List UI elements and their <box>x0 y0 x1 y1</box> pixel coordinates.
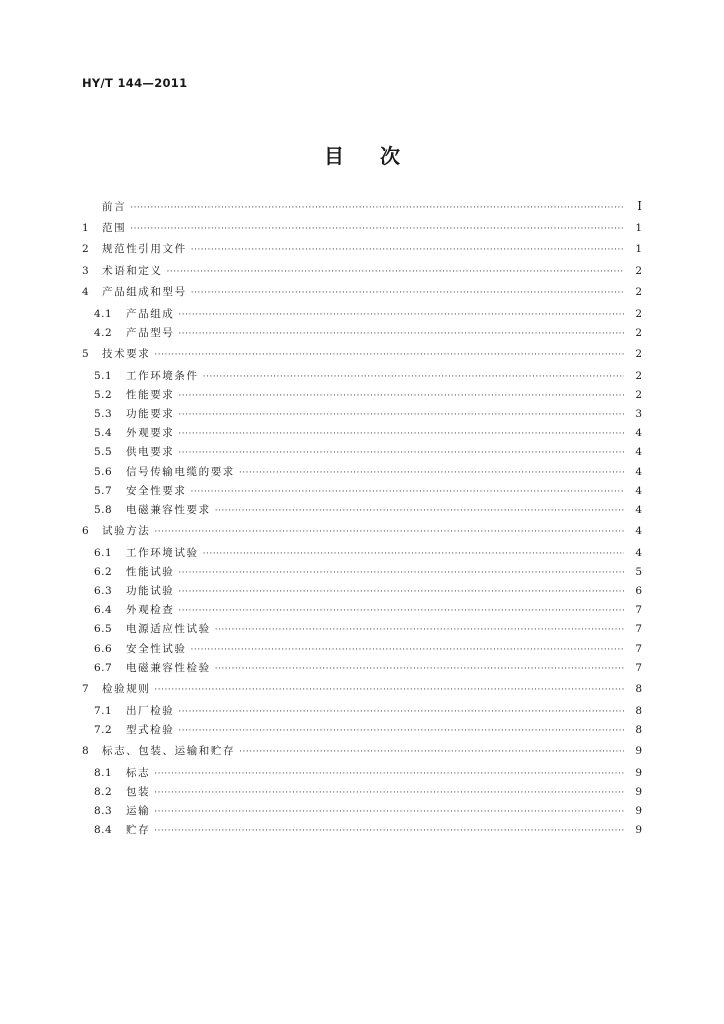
toc-entry[interactable] <box>82 501 642 520</box>
toc-entry-label: 产品组成 <box>126 307 175 320</box>
toc-entry-number: 8.3 <box>94 805 113 818</box>
toc-entry-page: 8 <box>635 723 642 736</box>
toc-entry-number: 5.5 <box>94 446 113 459</box>
toc-entry-number: 5.3 <box>94 408 113 421</box>
toc-entry[interactable] <box>82 405 642 424</box>
toc-entry-number: 6.4 <box>94 604 113 617</box>
toc-entry-number: 2 <box>82 243 90 256</box>
toc-leader-dots <box>154 784 624 803</box>
toc-entry-page: 1 <box>635 221 642 234</box>
toc-entry-number: 1 <box>82 221 90 234</box>
toc-entry[interactable] <box>82 601 642 620</box>
toc-entry-page: 2 <box>635 286 642 299</box>
toc-entry[interactable] <box>82 386 642 405</box>
toc-entry-page: I <box>637 199 642 213</box>
toc-entry-label: 工作环境条件 <box>126 369 199 382</box>
toc-leader-dots <box>178 703 624 722</box>
toc-leader-dots <box>191 641 625 660</box>
toc-entry-label: 前言 <box>102 201 127 213</box>
toc-entry-label: 型式检验 <box>126 723 175 736</box>
toc-entry-page: 2 <box>635 307 642 320</box>
toc-entry-page: 9 <box>635 786 642 799</box>
toc-entry-page: 4 <box>635 484 642 497</box>
toc-entry-number: 4.2 <box>94 326 113 339</box>
toc-entry-label: 安全性试验 <box>126 642 187 655</box>
toc-entry-label: 范围 <box>102 221 127 234</box>
toc-entry[interactable] <box>82 742 642 761</box>
toc-entry-label: 试验方法 <box>102 525 151 538</box>
toc-entry-label: 电磁兼容性检验 <box>126 661 211 674</box>
toc-entry-label: 信号传输电缆的要求 <box>126 465 235 478</box>
toc-entry-page: 3 <box>635 408 642 421</box>
toc-entry-page: 8 <box>635 704 642 717</box>
toc-entry-label: 运输 <box>126 805 151 818</box>
toc-entry[interactable] <box>82 197 642 216</box>
toc-leader-dots <box>154 803 624 822</box>
toc-entry-label: 功能要求 <box>126 408 175 421</box>
toc-entry[interactable] <box>82 367 642 386</box>
toc-entry-label: 标志、包装、运输和贮存 <box>102 745 236 758</box>
standard-code: HY/T 144—2011 <box>82 76 188 90</box>
toc-entry-page: 9 <box>635 745 642 758</box>
toc-entry[interactable] <box>82 219 642 238</box>
toc-entry-page: 1 <box>635 243 642 256</box>
toc-entry[interactable] <box>82 680 642 699</box>
toc-entry-number: 7 <box>82 683 90 696</box>
toc-leader-dots <box>178 325 624 344</box>
toc-leader-dots <box>203 545 624 564</box>
toc-entry[interactable] <box>82 424 642 443</box>
toc-entry-label: 包装 <box>126 786 151 799</box>
toc-entry[interactable] <box>82 821 642 840</box>
toc-leader-dots <box>178 602 624 621</box>
toc-entry-page: 4 <box>635 427 642 440</box>
toc-entry-number: 8 <box>82 745 90 758</box>
toc-entry-number: 5.1 <box>94 369 113 382</box>
toc-leader-dots <box>191 284 624 303</box>
toc-entry-number: 3 <box>82 264 90 277</box>
toc-entry-page: 6 <box>635 585 642 598</box>
toc-leader-dots <box>239 464 624 483</box>
toc-entry[interactable] <box>82 544 642 563</box>
toc-leader-dots <box>154 681 624 700</box>
toc-entry-label: 检验规则 <box>102 683 151 696</box>
toc-entry-number: 8.2 <box>94 786 113 799</box>
toc-entry[interactable] <box>82 620 642 639</box>
toc-leader-dots <box>178 564 624 583</box>
toc-entry[interactable] <box>82 283 642 302</box>
toc-entry-number: 8.4 <box>94 824 113 837</box>
toc-entry-label: 外观检查 <box>126 604 175 617</box>
toc-entry-label: 规范性引用文件 <box>102 243 187 256</box>
toc-entry-number: 4.1 <box>94 307 113 320</box>
toc-entry[interactable] <box>82 783 642 802</box>
toc-entry-number: 8.1 <box>94 767 113 780</box>
toc-leader-dots <box>178 444 624 463</box>
toc-leader-dots <box>154 523 624 542</box>
toc-entry-page: 2 <box>635 348 642 361</box>
toc-entry[interactable] <box>82 640 642 659</box>
toc-entry-page: 4 <box>635 546 642 559</box>
toc-leader-dots <box>154 765 624 784</box>
page-title: 目次 <box>324 144 436 168</box>
toc-entry-number: 7.1 <box>94 704 113 717</box>
toc-entry-number: 5.7 <box>94 484 113 497</box>
toc-entry-page: 7 <box>635 661 642 674</box>
toc-leader-dots <box>191 483 625 502</box>
toc-leader-dots <box>239 743 624 762</box>
toc-entry-label: 标志 <box>126 767 151 780</box>
toc-leader-dots <box>178 406 624 425</box>
toc-entry[interactable] <box>82 522 642 541</box>
toc-leader-dots <box>215 502 624 521</box>
toc-entry-page: 7 <box>635 642 642 655</box>
toc-entry[interactable] <box>82 659 642 678</box>
toc-entry[interactable] <box>82 240 642 259</box>
toc-entry-page: 4 <box>635 525 642 538</box>
toc-entry-label: 贮存 <box>126 824 151 837</box>
toc-leader-dots <box>178 583 624 602</box>
toc-entry-label: 工作环境试验 <box>126 546 199 559</box>
toc-entry-page: 2 <box>635 369 642 382</box>
toc-entry-number: 6.3 <box>94 585 113 598</box>
toc-entry-label: 外观要求 <box>126 427 175 440</box>
toc-entry-page: 5 <box>635 566 642 579</box>
toc-entry-page: 2 <box>635 389 642 401</box>
toc-leader-dots <box>154 822 624 841</box>
toc-entry[interactable] <box>82 262 642 281</box>
toc-entry[interactable] <box>82 345 642 364</box>
toc-entry[interactable] <box>82 702 642 721</box>
toc-leader-dots <box>203 368 624 387</box>
toc-entry-page: 8 <box>635 683 642 696</box>
toc-entry-number: 7.2 <box>94 723 113 736</box>
toc-leader-dots <box>178 425 624 444</box>
toc-entry-page: 4 <box>635 503 642 516</box>
toc-entry-page: 9 <box>635 805 642 818</box>
toc-entry[interactable] <box>82 721 642 740</box>
toc-entry-page: 7 <box>635 623 642 636</box>
toc-entry-label: 技术要求 <box>102 348 151 361</box>
toc-entry-number: 6.1 <box>94 546 113 559</box>
toc-entry-label: 电源适应性试验 <box>126 623 211 636</box>
toc-leader-dots <box>130 199 624 218</box>
toc-leader-dots <box>154 346 624 365</box>
toc-entry-number: 4 <box>82 286 90 299</box>
toc-leader-dots <box>215 660 624 679</box>
toc-entry[interactable] <box>82 463 642 482</box>
toc-entry-number: 5.8 <box>94 503 113 516</box>
toc-entry-number: 6.7 <box>94 661 113 674</box>
toc-entry-label: 出厂检验 <box>126 704 175 717</box>
toc-entry-page: 9 <box>635 767 642 780</box>
toc-entry-number: 6.2 <box>94 566 113 579</box>
toc-leader-dots <box>178 387 624 406</box>
toc-entry-number: 5.6 <box>94 465 113 478</box>
toc-entry-number: 5.4 <box>94 427 113 440</box>
toc-entry-label: 电磁兼容性要求 <box>126 503 211 516</box>
toc-entry[interactable] <box>82 482 642 501</box>
toc-leader-dots <box>167 263 625 282</box>
toc-entry[interactable] <box>82 443 642 462</box>
toc-leader-dots <box>191 241 624 260</box>
toc-leader-dots <box>130 220 624 239</box>
toc-entry-page: 4 <box>635 465 642 478</box>
toc-entry[interactable] <box>82 563 642 582</box>
toc-leader-dots <box>178 306 624 325</box>
toc-leader-dots <box>178 722 624 741</box>
toc-leader-dots <box>215 621 624 640</box>
table-of-contents <box>82 197 642 841</box>
toc-entry-page: 4 <box>635 446 642 459</box>
toc-entry-label: 性能试验 <box>126 566 175 579</box>
toc-entry[interactable] <box>82 324 642 343</box>
toc-entry-number: 6.5 <box>94 623 113 636</box>
toc-entry[interactable] <box>82 764 642 783</box>
toc-entry[interactable] <box>82 802 642 821</box>
toc-entry-label: 产品型号 <box>126 326 175 339</box>
toc-entry-label: 产品组成和型号 <box>102 286 187 299</box>
toc-entry-page: 9 <box>635 824 642 837</box>
toc-entry-label: 术语和定义 <box>102 264 163 277</box>
toc-entry-label: 功能试验 <box>126 585 175 598</box>
toc-entry-label: 安全性要求 <box>126 484 187 497</box>
toc-entry[interactable] <box>82 305 642 324</box>
toc-entry-label: 性能要求 <box>126 389 175 401</box>
toc-entry-number: 5.2 <box>94 389 113 401</box>
toc-entry-number: 6.6 <box>94 642 113 655</box>
toc-entry-number: 5 <box>82 348 90 361</box>
toc-entry-label: 供电要求 <box>126 446 175 459</box>
toc-entry[interactable] <box>82 582 642 601</box>
toc-entry-number: 6 <box>82 525 90 538</box>
toc-entry-page: 2 <box>635 264 642 277</box>
toc-entry-page: 2 <box>635 326 642 339</box>
toc-entry-page: 7 <box>635 604 642 617</box>
